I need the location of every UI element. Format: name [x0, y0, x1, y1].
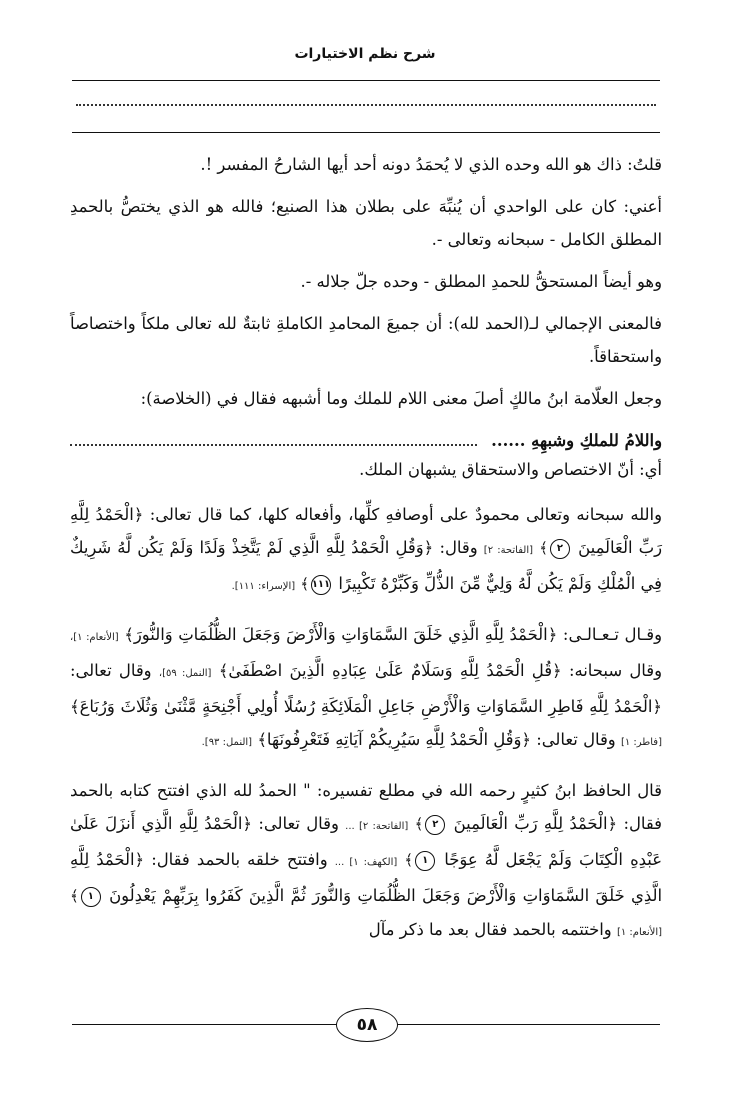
- p7-intro: والله سبحانه وتعالى محمودٌ على أوصافهِ كلِّها، وأفعاله كلها، كما قال تعالى:: [149, 505, 662, 524]
- ayah-number-icon: ١: [81, 887, 101, 907]
- verse-citation: [الكهف: ١] ...: [334, 857, 398, 868]
- closing-bracket-icon: ﴾: [70, 887, 79, 905]
- ayah-number-icon: ١: [415, 851, 435, 871]
- quran-verse: ﴿الْحَمْدُ لِلَّهِ رَبِّ الْعَالَمِينَ: [453, 814, 618, 833]
- closing-bracket-icon: ﴾: [414, 815, 424, 833]
- quran-verse: ﴿وَقُلِ الْحَمْدُ لِلَّهِ الَّذِي لَمْ يَتَّخِذْ وَلَدًا وَلَمْ يَكُن لَّهُ شَرِيكٌ فِي الْمُلْكِ وَلَمْ يَكُن لَّهُ وَلِيٌّ مِّنَ الذُّلِّ وَكَبِّرْهُ تَكْبِيرًا: [70, 538, 662, 593]
- poem-hemistich: واللامُ للملكِ وشبهِهِ ......: [491, 431, 662, 450]
- page-number: ٥٨: [336, 1008, 398, 1042]
- verse-citation: [الأنعام: ١]: [616, 927, 662, 938]
- verse-citation: [الإسراء: ١١١].: [231, 581, 296, 592]
- p9-mid-1: وقال تعالى:: [258, 814, 339, 833]
- quran-verse: ﴿قُلِ الْحَمْدُ لِلَّهِ وَسَلَامٌ عَلَىٰ عِبَادِهِ الَّذِينَ اصْطَفَىٰ﴾: [218, 661, 562, 680]
- closing-bracket-icon: ﴾: [539, 539, 548, 557]
- ayah-number-icon: ٢: [550, 539, 570, 559]
- paragraph-8: [70, 618, 662, 759]
- verse-citation: [فاطر: ١]: [620, 737, 662, 748]
- paragraph-2: أعني: كان على الواحدي أن يُنبِّهَ على بطلان هذا الصنيع؛ فالله هو الذي يختصُّ بالحمدِ المطلق الكامل - سبحانه وتعالى -.: [70, 197, 662, 249]
- running-title: شرح نظم الاختيارات: [294, 46, 436, 62]
- poem-dots: [70, 443, 477, 446]
- ayah-number-icon: ٢: [425, 815, 445, 835]
- verse-citation: [الأنعام: ١]،: [70, 632, 119, 643]
- quran-verse: ﴿وَقُلِ الْحَمْدُ لِلَّهِ سَيُرِيكُمْ آيَاتِهِ فَتَعْرِفُونَهَا﴾: [257, 730, 531, 749]
- quran-verse: ﴿الْحَمْدُ لِلَّهِ الَّذِي أَنزَلَ عَلَىٰ عَبْدِهِ الْكِتَابَ وَلَمْ يَجْعَل لَّهُ عِوَجًا: [70, 814, 662, 869]
- quran-verse: ﴿الْحَمْدُ لِلَّهِ الَّذِي خَلَقَ السَّمَاوَاتِ وَالْأَرْضَ وَجَعَلَ الظُّلُمَاتِ وَالنُّورَ﴾: [124, 625, 558, 644]
- quran-verse: ﴿الْحَمْدُ لِلَّهِ فَاطِرِ السَّمَاوَاتِ وَالْأَرْضِ جَاعِلِ الْمَلَائِكَةِ رُسُلًا أُولِي أَجْنِحَةٍ مَّثْنَىٰ وَثُلَاثَ وَرُبَاعَ﴾: [70, 697, 662, 716]
- p9-mid-2: وافتتح خلقه بالحمد فقال:: [151, 850, 328, 869]
- paragraph-3: وهو أيضاً المستحقُّ للحمدِ المطلق - وحده جلّ جلاله -.: [300, 272, 662, 291]
- p9-intro: قال الحافظ ابنُ كثيرٍ رحمه الله في مطلع تفسيره: " الحمدُ لله الذي افتتح كتابه بالحمد فقال:: [70, 781, 663, 833]
- closing-bracket-icon: ﴾: [404, 851, 414, 869]
- p9-end: واختتمه بالحمد فقال بعد ما ذكر مآل: [368, 920, 612, 939]
- poem-line: [70, 424, 662, 457]
- p8-mid-2: وقال تعالى:: [70, 661, 152, 680]
- paragraph-4: فالمعنى الإجمالي لـ(الحمد لله): أن جميعَ المحامدِ الكاملةِ ثابتةٌ لله تعالى ملكاً واختصاصاً واستحقاقاً.: [70, 314, 662, 366]
- p8-mid-3: وقال تعالى:: [536, 730, 616, 749]
- p8-mid-1: وقال سبحانه:: [568, 661, 662, 680]
- paragraph-6: أي: أنّ الاختصاص والاستحقاق يشبهان الملك.: [359, 460, 662, 479]
- page-body: [70, 148, 662, 949]
- header-rule-top: [72, 80, 660, 81]
- paragraph-1: قلتُ: ذاك هو الله وحده الذي لا يُحمَدُ دونه أحد أيها الشارحُ المفسر !.: [200, 155, 662, 174]
- paragraph-5: وجعل العلّامة ابنُ مالكٍ أصلَ معنى اللام للملك وما أشبهه فقال في (الخلاصة):: [140, 389, 662, 408]
- header-dotted-line: [76, 100, 656, 106]
- verse-citation: [الفاتحة: ٢] ...: [345, 821, 409, 832]
- verse-citation: [النمل: ٥٩]،: [158, 668, 212, 679]
- p7-mid: وقال:: [439, 538, 478, 557]
- quran-verse: ﴿الْحَمْدُ لِلَّهِ الَّذِي خَلَقَ السَّمَاوَاتِ وَالْأَرْضَ وَجَعَلَ الظُّلُمَاتِ وَالنُّورَ ثُمَّ الَّذِينَ كَفَرُوا بِرَبِّهِمْ يَعْدِلُونَ: [70, 850, 662, 905]
- verse-citation: [النمل: ٩٣].: [201, 737, 253, 748]
- ayah-number-icon: ١١١: [311, 575, 331, 595]
- header-rule-bottom: [72, 132, 660, 133]
- paragraph-7: [70, 498, 662, 603]
- paragraph-9: [70, 774, 662, 949]
- quran-verse: ﴿الْحَمْدُ لِلَّهِ رَبِّ الْعَالَمِينَ: [70, 505, 663, 557]
- closing-bracket-icon: ﴾: [300, 575, 310, 593]
- verse-citation: [الفاتحة: ٢]: [483, 545, 534, 556]
- p8-intro: وقـال تـعـالـى:: [562, 625, 663, 644]
